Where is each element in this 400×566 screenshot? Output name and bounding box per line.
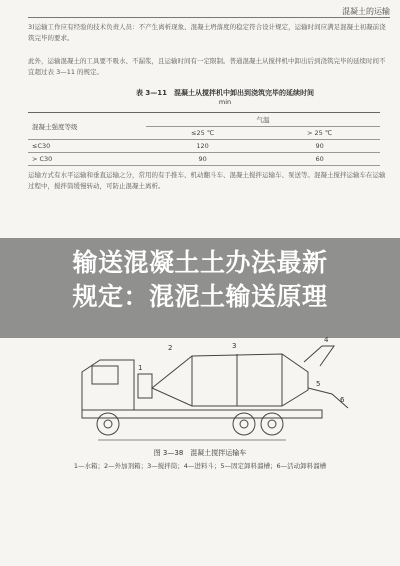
header-rule: [28, 17, 390, 18]
water-tank: [138, 374, 152, 398]
mixer-truck-drawing: [72, 332, 352, 444]
overlay-title-line-1: 输送混凝土土办法最新: [72, 248, 328, 277]
table-cell: 90: [259, 140, 380, 153]
table-caption: [70, 88, 380, 106]
data-table: [28, 112, 380, 166]
mixer-drum: [152, 354, 308, 406]
truck-wheels: [97, 413, 283, 435]
table-cell: 90: [146, 153, 259, 166]
paragraph-2: 此外，运输混凝土的工具要不吸水、不漏浆，且运输时间有一定限制。普通混凝土从搅拌机中卸出后到浇筑完毕的延续时间不宜超过表 3—11 的规定。: [28, 57, 386, 76]
cab-window: [92, 366, 118, 384]
callout-3: 3: [232, 342, 237, 350]
overlay-title-line-2: 规定：混泥土输送原理: [72, 282, 328, 311]
paragraph-1: 3)运输工作应有经验的技术负责人员：不产生离析现象、混凝土坍落度的稳定符合设计规定，运输时间应满足混凝土初凝前浇筑完毕的要求。: [28, 23, 386, 42]
callout-4: 4: [324, 336, 329, 344]
mixer-drum-group: [152, 354, 308, 406]
truck-chassis: [82, 410, 322, 418]
table-row: [28, 153, 380, 166]
paragraph-3: 运输方式有水平运输和垂直运输之分，常用的有手推车、机动翻斗车、混凝土搅拌运输车、泵送等。混凝土搅拌运输车在运输过程中，搅拌筒缓慢转动，可防止混凝土离析。: [28, 171, 386, 190]
table-column-group: 气温: [146, 113, 380, 127]
running-header: 混凝土的运输: [342, 7, 390, 16]
table-row-header: 混凝土强度等级: [28, 113, 146, 140]
table-unit: min: [218, 98, 232, 106]
table-cell: 120: [146, 140, 259, 153]
figure-caption: 图 3—38 混凝土搅拌运输车: [153, 449, 247, 457]
table-row-label: > C30: [28, 153, 146, 166]
callout-2: 2: [168, 344, 173, 352]
table-row: [28, 140, 380, 153]
table-column-header: > 25 ℃: [259, 127, 380, 140]
table-column-header: ≤25 ℃: [146, 127, 259, 140]
truck-cab: [82, 360, 134, 410]
callout-6: 6: [340, 396, 345, 404]
table-row-label: ≤C30: [28, 140, 146, 153]
table-title: 表 3—11 混凝土从搅拌机中卸出到浇筑完毕的延续时间: [135, 89, 315, 97]
figure-legend: 1—水箱；2—外加剂箱；3—搅拌筒；4—进料斗；5—固定卸料溜槽；6—活动卸料溜槽: [73, 462, 327, 470]
table-cell: 60: [259, 153, 380, 166]
overlay-title: [0, 246, 400, 314]
callout-5: 5: [316, 380, 321, 388]
feed-hopper: [304, 346, 334, 366]
callout-1: 1: [138, 364, 143, 372]
